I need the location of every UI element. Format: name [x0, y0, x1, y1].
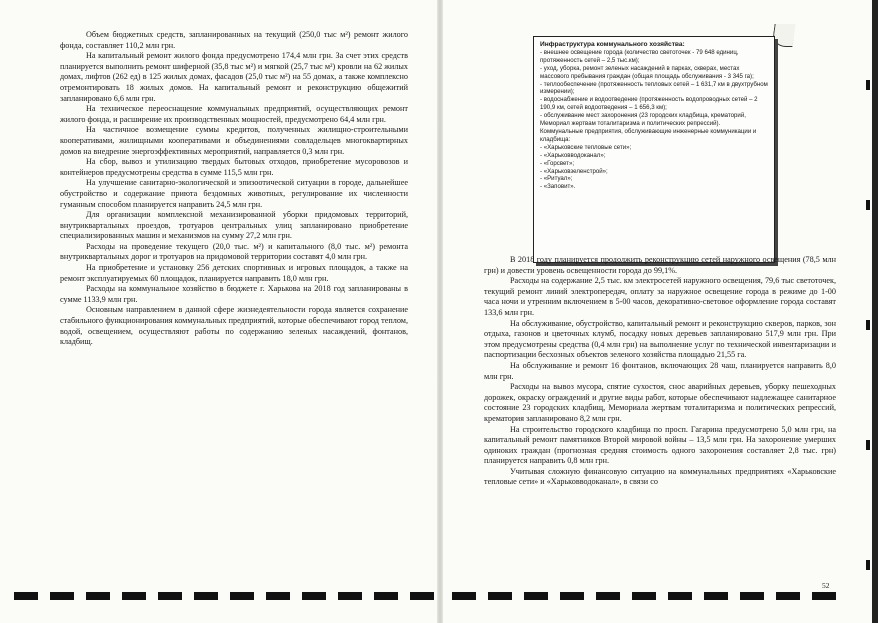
left-column [60, 30, 408, 348]
page-number: 52 [822, 581, 830, 590]
paragraph: На частичное возмещение суммы кредитов, полученных жилищно-строительными кооперативами, жилищными кооперативами и объединениями совладельцев многоквартирных домов на внедрение энергоэффективных мероприятий, направляется 0,3 млн грн. [60, 125, 408, 156]
edge-mark [866, 320, 870, 330]
right-column [484, 255, 836, 488]
paragraph: На обслуживание, обустройство, капитальный ремонт и реконструкцию скверов, парков, зон отдыха, газонов и цветочных клумб, посадку новых деревьев запланировано 517,9 млн грн. При этом предусмотрены средства (0,4 млн грн) на выполнение услуг по технической инвентаризации и паспортизации бесхозных объектов зеленого хозяйства площадью 21,55 га. [484, 318, 836, 360]
paragraph: Объем бюджетных средств, запланированных на текущий (250,0 тыс м²) ремонт жилого фонда, составляет 110,2 млн грн. [60, 30, 408, 50]
infobox-line: Коммунальные предприятия, обслуживающие инженерные коммуникации и кладбища: [540, 127, 757, 143]
paragraph: В 2018 году планируется продолжить реконструкцию сетей наружного освещения (78,5 млн грн) и довести уровень освещенности города до 99,1%. [484, 255, 836, 275]
paragraph: Основным направлением в данной сфере жизнедеятельности города является сохранение стабильного функционирования коммунальных предприятий, которые обеспечивают город теплом, водой, освещением, осуществляют работы по содержанию зеленых насаждений, фонтанов, кладбищ. [60, 305, 408, 347]
infobox-line: - «Ритуал»; [540, 175, 573, 183]
paragraph: На обслуживание и ремонт 16 фонтанов, включающих 28 чаш, планируется направить 8,0 млн грн. [484, 360, 836, 381]
infobox-line: - «Заповит». [540, 183, 576, 191]
infobox-line: - внешнее освещение города (количество светоточек - 79 648 единиц, протяженность сетей – 2,5 тыс.км); [540, 48, 739, 64]
edge-mark [866, 440, 870, 450]
edge-mark [866, 560, 870, 570]
edge-mark [866, 80, 870, 90]
edge-mark [866, 200, 870, 210]
infobox-line: - обслуживание мест захоронения (23 городских кладбища, крематорий, Мемориал жертвам тоталитаризма и политических репрессий). [540, 112, 746, 128]
binding-marks-left [14, 592, 434, 600]
infobox-line: - «Харьковзеленстрой»; [540, 167, 608, 175]
paragraph: На улучшение санитарно-экологической и эпизоотической ситуации в городе, дальнейшее обустройство и содержание приюта бездомных животных, регулирование их численности гуманным способом планируется направить 24,5 млн грн. [60, 178, 408, 209]
infobox-line: - «Харьковские тепловые сети»; [540, 143, 632, 151]
paragraph: На капитальный ремонт жилого фонда предусмотрено 174,4 млн грн. За счет этих средств планируется выполнить ремонт шиферной (35,8 тыс м²) и мягкой (25,7 тыс м²) кровли на 62 жилых домах, лифтов (262 ед) в 125 жилых домах, фасадов (25,0 тыс м²) на 55 домах, а также комплексно отремонтировать 18 жилых домов. На капитальный ремонт и реконструкцию общежитий запланировано 6,6 млн грн. [60, 51, 408, 103]
paragraph: Расходы на коммунальное хозяйство в бюджете г. Харькова на 2018 год запланированы в сумме 1133,9 млн грн. [60, 284, 408, 304]
infobox-line: - «Харьковводоканал»; [540, 151, 606, 159]
infobox-line: - теплообеспечение (протяженность тепловых сетей – 1 631,7 км в двухтрубном измерении); [540, 80, 768, 96]
infobox-line: - уход, уборка, ремонт зеленых насаждений в парках, скверах, местах массового пребывания граждан (общая площадь обслуживания - 3 345 га); [540, 64, 754, 80]
paragraph: Учитывая сложную финансовую ситуацию на коммунальных предприятиях «Харьковские тепловые сети» и «Харьковводоканал», в связи со [484, 466, 836, 487]
infobox-line: - водоснабжение и водоотведение (протяженность водопроводных сетей – 2 190,9 км, сетей водоотведения – 1 656,3 км); [540, 96, 758, 112]
scan-edge [872, 0, 878, 623]
paragraph: На техническое переоснащение коммунальных предприятий, осуществляющих ремонт жилого фонда, и расширение их производственных мощностей, предусмотрено 64,4 млн грн. [60, 104, 408, 124]
paragraph: На сбор, вывоз и утилизацию твердых бытовых отходов, приобретение мусоровозов и контейнеров предусмотрены средства в сумме 115,5 млн грн. [60, 157, 408, 177]
infobox-line: - «Горсвет»; [540, 159, 575, 167]
paragraph: Расходы на проведение текущего (20,0 тыс. м²) и капитального (8,0 тыс. м²) ремонта внутриквартальных дорог и тротуаров на придомовой территории составят 4,0 млн грн. [60, 241, 408, 262]
paragraph: Расходы на содержание 2,5 тыс. км электросетей наружного освещения, 79,6 тыс светоточек, текущий ремонт линий электропередач, оплату за наружное освещение города в режиме до 1-00 часа ночи и утренним включением в 5-00 часов, декоративно-световое оформление города составят 133,6 млн грн. [484, 276, 836, 317]
paragraph: Для организации комплексной механизированной уборки придомовых территорий, внутриквартальных проездов, тротуаров центральных улиц запланировано приобретение специализированных машин и механизмов на сумму 27,2 млн грн. [60, 210, 408, 241]
page-gutter [437, 0, 443, 623]
paragraph: На строительство городского кладбища по просп. Гагарина предусмотрено 5,0 млн грн, на капитальный ремонт памятников Второй мировой войны – 13,5 млн грн. На захоронение умерших одиноких граждан (прогнозная средняя стоимость одного захоронения составляет 2,8 тыс. грн) планируется направить 0,8 млн грн. [484, 424, 836, 466]
binding-marks-right [452, 592, 836, 600]
paragraph: Расходы на вывоз мусора, спятие сухостоя, снос аварийных деревьев, уборку пешеходных дорожек, окраску ограждений и другие виды работ, которые обеспечивают надлежащее санитарное состояние 23 городских кладбищ, Мемориала жертвам тоталитаризма и политических репрессий, крематория запланировано 8,2 млн грн. [484, 382, 836, 423]
paragraph: На приобретение и установку 256 детских спортивных и игровых площадок, а также на ремонт эксплуатируемых 60 площадок, планируется направить 18,0 млн грн. [60, 263, 408, 283]
infrastructure-infobox [533, 36, 775, 263]
infobox-title: Инфраструктура коммунального хозяйства: [540, 41, 685, 48]
